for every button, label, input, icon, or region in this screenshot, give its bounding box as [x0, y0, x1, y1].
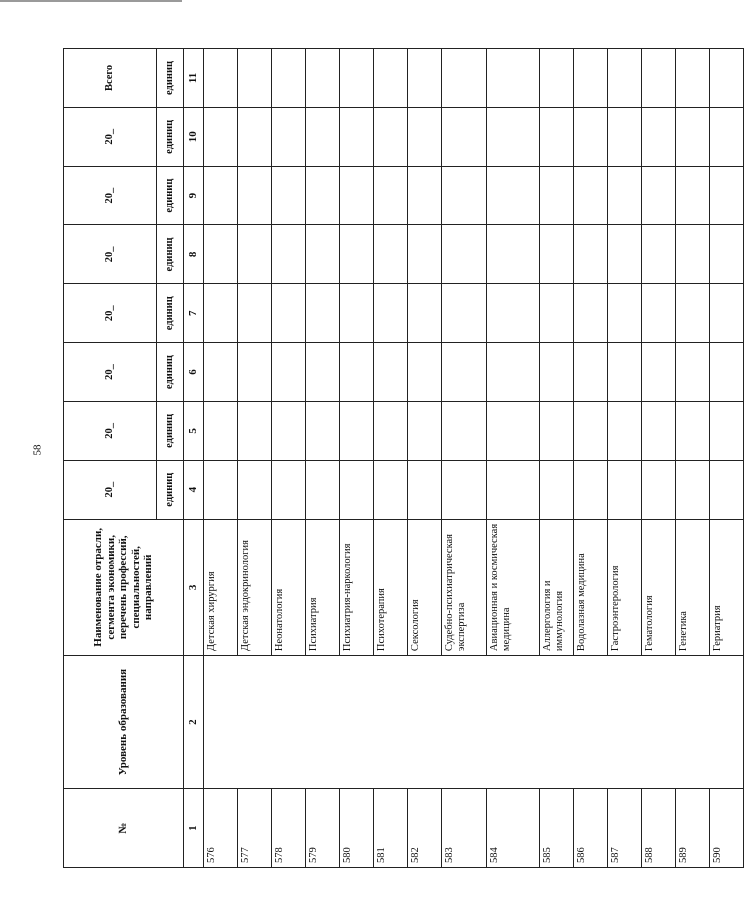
specialty-name: Гериатрия	[710, 519, 744, 656]
header-specialty-name: Наименование отрасли, сегмента экономики, перечень профессий, специальностей, направлений	[64, 519, 184, 656]
specialty-name: Психиатрия-наркология	[340, 519, 374, 656]
header-total: Всего	[64, 49, 157, 108]
rotated-page	[63, 48, 723, 868]
specialty-name: Гематология	[642, 519, 676, 656]
row-number: 590	[710, 789, 744, 868]
column-index: 4	[184, 460, 204, 519]
row-number: 580	[340, 789, 374, 868]
column-index: 3	[184, 519, 204, 656]
row-number: 576	[204, 789, 238, 868]
specialty-name: Неонатология	[272, 519, 306, 656]
table-row	[204, 49, 238, 868]
header-unit: единиц	[157, 460, 184, 519]
header-year-6: 20_	[64, 166, 157, 225]
row-number: 589	[676, 789, 710, 868]
specialty-name: Психиатрия	[306, 519, 340, 656]
column-index: 5	[184, 401, 204, 460]
header-year-4: 20_	[64, 284, 157, 343]
header-year-3: 20_	[64, 343, 157, 402]
specialty-name: Авиационная и космическая медицина	[487, 519, 540, 656]
column-index: 8	[184, 225, 204, 284]
column-index: 9	[184, 166, 204, 225]
specialty-name: Аллергология и иммунология	[540, 519, 574, 656]
specialty-name: Судебно-психиатрическая экспертиза	[442, 519, 487, 656]
column-index: 11	[184, 49, 204, 108]
header-education-level: Уровень образования	[64, 656, 184, 789]
specialty-name: Психотерапия	[374, 519, 408, 656]
header-unit: единиц	[157, 225, 184, 284]
header-year-1: 20_	[64, 460, 157, 519]
header-unit: единиц	[157, 107, 184, 166]
header-year-5: 20_	[64, 225, 157, 284]
header-year-7: 20_	[64, 107, 157, 166]
header-year-2: 20_	[64, 401, 157, 460]
specialties-table	[63, 48, 744, 868]
education-level-cell	[204, 656, 744, 789]
specialty-name: Детская хирургия	[204, 519, 238, 656]
row-number: 579	[306, 789, 340, 868]
row-number: 588	[642, 789, 676, 868]
specialty-name: Генетика	[676, 519, 710, 656]
row-number: 577	[238, 789, 272, 868]
row-number: 578	[272, 789, 306, 868]
column-index: 7	[184, 284, 204, 343]
specialty-name: Водолазная медицина	[574, 519, 608, 656]
row-number: 584	[487, 789, 540, 868]
column-index: 1	[184, 789, 204, 868]
header-unit: единиц	[157, 401, 184, 460]
specialty-name: Гастроэнтерология	[608, 519, 642, 656]
column-index: 2	[184, 656, 204, 789]
column-index: 6	[184, 343, 204, 402]
page-number: 58	[31, 444, 44, 456]
row-number: 581	[374, 789, 408, 868]
column-index: 10	[184, 107, 204, 166]
header-unit: единиц	[157, 49, 184, 108]
specialty-name: Сексология	[408, 519, 442, 656]
header-unit: единиц	[157, 284, 184, 343]
row-number: 587	[608, 789, 642, 868]
row-number: 585	[540, 789, 574, 868]
row-number: 582	[408, 789, 442, 868]
row-number: 583	[442, 789, 487, 868]
header-unit: единиц	[157, 343, 184, 402]
specialty-name: Детская эндокринология	[238, 519, 272, 656]
row-number: 586	[574, 789, 608, 868]
header-number: №	[64, 789, 184, 868]
scan-edge-line	[0, 0, 182, 2]
header-unit: единиц	[157, 166, 184, 225]
